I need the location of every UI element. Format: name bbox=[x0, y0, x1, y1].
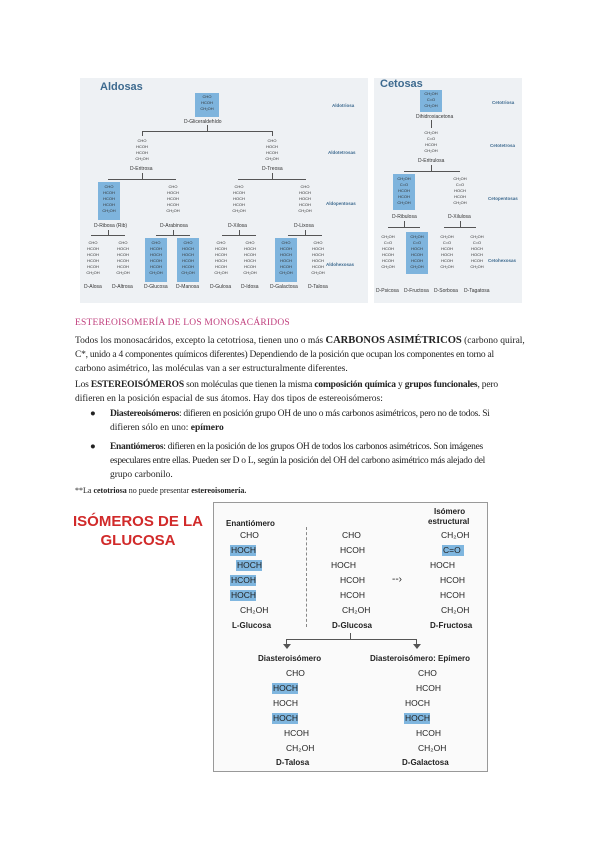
xilosa-name: D-Xilosa bbox=[228, 223, 247, 229]
gulosa-name: D-Gulosa bbox=[210, 284, 232, 290]
section-heading: ESTEREOISOMERÍA DE LOS MONOSACÁRIDOS bbox=[75, 318, 290, 328]
talosa-formula: CHO HOCH HOCH HOCH HCOH CH₂OH bbox=[311, 240, 325, 275]
l-glucose-c4: HCOH bbox=[231, 575, 257, 585]
d-talose-name: D-Talosa bbox=[276, 758, 310, 767]
fructosa-formula: CH₂OH C=O HOCH HCOH HCOH CH₂OH bbox=[410, 234, 424, 269]
d-talose-c6: CH₂OH bbox=[286, 743, 315, 753]
tagatosa-name: D-Tagatosa bbox=[464, 288, 490, 294]
gliceraldehido-formula: CHO HCOH CH₂OH bbox=[200, 94, 214, 111]
d-glucose-name: D-Glucosa bbox=[332, 621, 373, 630]
l-glucose-c3: HOCH bbox=[237, 560, 263, 570]
aldotriosa-label: Aldotriosa bbox=[332, 103, 355, 108]
d-fructose-c3: HOCH bbox=[430, 560, 456, 570]
eritrosa-name: D-Eritrosa bbox=[130, 166, 153, 172]
aldosas-title: Aldosas bbox=[100, 81, 143, 93]
altrosa-name: D-Altrosa bbox=[112, 284, 133, 290]
d-galactose-c6: CH₂OH bbox=[418, 743, 447, 753]
galactosa-formula: CHO HCOH HOCH HOCH HCOH CH₂OH bbox=[279, 240, 293, 275]
bullet-dot-2: ● bbox=[90, 442, 96, 452]
d-fructose-c4: HCOH bbox=[440, 575, 466, 585]
cetopentosas-label: Cetopentosas bbox=[488, 196, 518, 201]
l-glucose-c1: CHO bbox=[240, 530, 259, 540]
manosa-name: D-Manosa bbox=[176, 284, 200, 290]
glucosa-formula: CHO HCOH HOCH HCOH HCOH CH₂OH bbox=[149, 240, 163, 275]
lixosa-formula: CHO HOCH HOCH HCOH CH₂OH bbox=[298, 184, 312, 213]
manosa-formula: CHO HOCH HOCH HCOH HCOH CH₂OH bbox=[181, 240, 195, 275]
alosa-formula: CHO HCOH HCOH HCOH HCOH CH₂OH bbox=[86, 240, 100, 275]
glucosa-name: D-Glucosa bbox=[144, 284, 168, 290]
paragraph-2: Los ESTEREOISÓMEROS son moléculas que tienen la misma composición química y grupos funcionales, pero difieren en la posición espacial de sus átomos. Hay dos tipos de estereoisómeros: bbox=[75, 380, 498, 405]
xilulosa-formula: CH₂OH C=O HOCH HCOH CH₂OH bbox=[453, 176, 467, 205]
treosa-formula: CHO HOCH HCOH CH₂OH bbox=[265, 138, 279, 161]
eritrulosa-formula: CH₂OH C=O HCOH CH₂OH bbox=[424, 130, 438, 153]
idosa-name: D-Idosa bbox=[241, 284, 259, 290]
sorbosa-formula: CH₂OH C=O HCOH HOCH HCOH CH₂OH bbox=[440, 234, 454, 269]
d-galactose-c2: HCOH bbox=[416, 683, 442, 693]
eritrosa-formula: CHO HCOH HCOH CH₂OH bbox=[135, 138, 149, 161]
aldosas-figure bbox=[80, 78, 368, 303]
dihidroxiacetona-name: Dihidroxiacetona bbox=[416, 114, 454, 120]
bullet-dot-1: ● bbox=[90, 409, 96, 419]
ribosa-formula: CHO HCOH HCOH HCOH CH₂OH bbox=[102, 184, 116, 213]
sorbosa-name: D-Sorbosa bbox=[434, 288, 458, 294]
cetotriosa-label: Cetotriosa bbox=[492, 100, 515, 105]
structural-isomer-label-2: estructural bbox=[428, 517, 470, 526]
d-fructose-name: D-Fructosa bbox=[430, 621, 473, 630]
cetotriosa-note: **La cetotriosa no puede presentar estereoisomería. bbox=[75, 486, 247, 495]
cetosas-figure bbox=[374, 78, 522, 303]
d-glucose-c5: HCOH bbox=[340, 590, 366, 600]
l-glucose-name: L-Glucosa bbox=[232, 621, 272, 630]
lixosa-name: D-Lixosa bbox=[294, 223, 314, 229]
talosa-name: D-Talosa bbox=[308, 284, 328, 290]
arrow-down-left-icon bbox=[283, 644, 291, 649]
fructosa-name: D-Fructosa bbox=[404, 288, 429, 294]
cetosas-title: Cetosas bbox=[380, 78, 423, 90]
d-galactose-c1: CHO bbox=[418, 668, 437, 678]
eritrulosa-name: D-Eritrulosa bbox=[418, 158, 445, 164]
glucose-isomers-panel bbox=[213, 502, 488, 772]
l-glucose-c6: CH₂OH bbox=[240, 605, 269, 615]
xilosa-formula: CHO HCOH HOCH HCOH CH₂OH bbox=[232, 184, 246, 213]
diastereomer-label: Diasteroisómero bbox=[258, 654, 322, 663]
paragraph-1: Todos los monosacáridos, excepto la cetotriosa, tienen uno o más CARBONOS ASIMÉTRICOS (carbono quiral, C*, unido a 4 componentes químicos diferentes) Dependiendo de la posición que ocupan los componentes en torno al carbono asimétrico, las moléculas van a ser estructuralmente diferentes. bbox=[75, 335, 525, 375]
d-fructose-c5: HCOH bbox=[440, 590, 466, 600]
d-fructose-c2: C=O bbox=[443, 545, 461, 555]
bullet-diastereoisomeros: Diastereoisómeros: difieren en posición grupo OH de uno o más carbonos asimétricos, pero no de todos. Si difieren sólo en uno: epímero bbox=[110, 409, 490, 434]
galactosa-name: D-Galactosa bbox=[270, 284, 298, 290]
aldotetrosas-label: Aldotetrosas bbox=[328, 150, 356, 155]
d-glucose-c2: HCOH bbox=[340, 545, 366, 555]
l-glucose-c2: HOCH bbox=[231, 545, 257, 555]
enantiomer-divider bbox=[306, 527, 307, 627]
gulosa-formula: CHO HCOH HCOH HOCH HCOH CH₂OH bbox=[214, 240, 228, 275]
gliceraldehido-name: D-Gliceraldehído bbox=[184, 119, 222, 125]
alosa-name: D-Alosa bbox=[84, 284, 102, 290]
isomer-arrow-icon: --› bbox=[392, 574, 402, 585]
arabinosa-formula: CHO HOCH HCOH HCOH CH₂OH bbox=[166, 184, 180, 213]
altrosa-formula: CHO HOCH HCOH HCOH HCOH CH₂OH bbox=[116, 240, 130, 275]
epimer-label: Diasteroisómero: Epímero bbox=[370, 654, 471, 663]
cetohexosas-label: Cetohexosas bbox=[488, 258, 517, 263]
d-talose-c2: HOCH bbox=[273, 683, 299, 693]
tagatosa-formula: CH₂OH C=O HOCH HOCH HCOH CH₂OH bbox=[470, 234, 484, 269]
d-talose-c4: HOCH bbox=[273, 713, 299, 723]
d-talose-c1: CHO bbox=[286, 668, 305, 678]
aldohexosas-label: Aldohexosas bbox=[326, 262, 355, 267]
aldopentosas-label: Aldopentosas bbox=[326, 201, 356, 206]
d-glucose-c3: HOCH bbox=[331, 560, 357, 570]
cetotetrosa-label: Cetotetrosa bbox=[490, 143, 516, 148]
d-talose-c3: HOCH bbox=[273, 698, 299, 708]
d-glucose-c1: CHO bbox=[342, 530, 361, 540]
d-glucose-c6: CH₂OH bbox=[342, 605, 371, 615]
ribulosa-name: D-Ribulosa bbox=[392, 214, 417, 220]
psicosa-formula: CH₂OH C=O HCOH HCOH HCOH CH₂OH bbox=[381, 234, 395, 269]
treosa-name: D-Treosa bbox=[262, 166, 283, 172]
xilulosa-name: D-Xilulosa bbox=[448, 214, 471, 220]
d-fructose-c6: CH₂OH bbox=[441, 605, 470, 615]
dihidroxiacetona-formula: CH₂OH C=O CH₂OH bbox=[424, 91, 438, 108]
isomeros-glucosa-title: ISÓMEROS DE LA GLUCOSA bbox=[73, 513, 204, 549]
idosa-formula: CHO HOCH HCOH HOCH HCOH CH₂OH bbox=[243, 240, 257, 275]
d-glucose-c4: HCOH bbox=[340, 575, 366, 585]
d-galactose-c3: HOCH bbox=[405, 698, 431, 708]
d-talose-c5: HCOH bbox=[284, 728, 310, 738]
enantiomer-label: Enantiómero bbox=[226, 519, 275, 528]
psicosa-name: D-Psicosa bbox=[376, 288, 399, 294]
ribulosa-formula: CH₂OH C=O HCOH HCOH CH₂OH bbox=[397, 176, 411, 205]
d-fructose-c1: CH₂OH bbox=[441, 530, 470, 540]
d-galactose-c4: HOCH bbox=[405, 713, 431, 723]
ribosa-name: D-Ribosa (Rib) bbox=[94, 223, 128, 229]
arrow-down-right-icon bbox=[413, 644, 421, 649]
d-galactose-c5: HCOH bbox=[416, 728, 442, 738]
structural-isomer-label-1: Isómero bbox=[434, 507, 466, 516]
l-glucose-c5: HOCH bbox=[231, 590, 257, 600]
arabinosa-name: D-Arabinosa bbox=[160, 223, 188, 229]
d-galactose-name: D-Galactosa bbox=[402, 758, 449, 767]
bullet-enantiomeros: Enantiómeros: difieren en la posición de los grupos OH de todos los carbonos asimétricos. Son imágenes especulares entre ellas. Pueden ser D o L, según la posición del OH del carbono asimétrico más alejado del grupo carbonilo. bbox=[110, 442, 485, 481]
